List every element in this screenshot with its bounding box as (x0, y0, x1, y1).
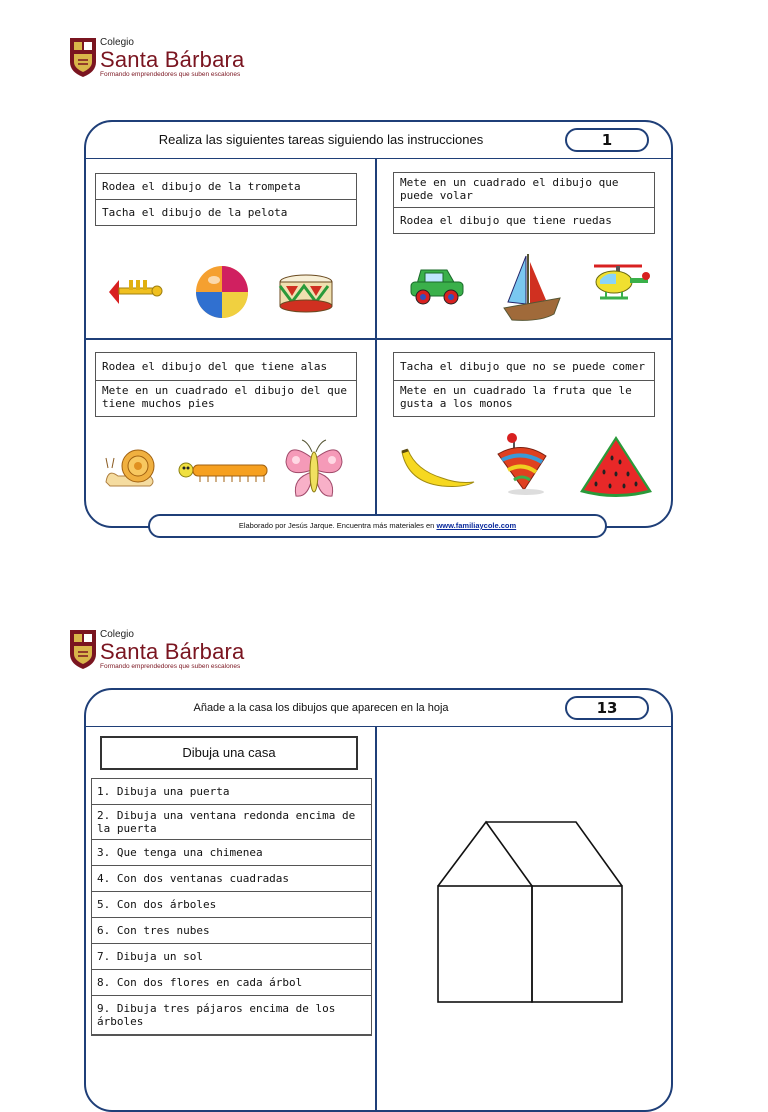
caterpillar-icon[interactable] (178, 458, 270, 484)
worksheet-title: Realiza las siguientes tareas siguiendo las instrucciones (158, 132, 484, 147)
instruction-line: Rodea el dibujo que tiene ruedas (400, 214, 612, 227)
instruction-line: Rodea el dibujo del que tiene alas (96, 353, 356, 381)
worksheet-1 (84, 120, 673, 528)
logo-tagline: Formando emprendedores que suben escalones (100, 663, 241, 670)
step-item: 5. Con dos árboles (92, 892, 371, 918)
instructions-box-2 (393, 172, 655, 234)
ball-icon[interactable] (192, 262, 252, 322)
instruction-line: Mete en un cuadrado el dibujo que puede volar (394, 173, 654, 208)
logo-line-1: Colegio (100, 629, 134, 640)
worksheet-footer (148, 514, 607, 538)
logo-tagline: Formando emprendedores que suben escalones (100, 71, 241, 78)
worksheet-number-badge: 1 (565, 128, 649, 152)
instruction-line: Tacha el dibujo de la pelota (102, 206, 288, 219)
helicopter-icon[interactable] (586, 260, 652, 308)
vertical-divider (375, 726, 377, 1110)
logo-line-1: Colegio (100, 37, 134, 48)
step-item: 6. Con tres nubes (92, 918, 371, 944)
step-item: 2. Dibuja una ventana redonda encima de la puerta (92, 805, 371, 840)
logo-school-name: Santa Bárbara (100, 639, 245, 664)
worksheet-title: Añade a la casa los dibujos que aparecen en la hoja (193, 702, 449, 714)
instruction-line: Tacha el dibujo que no se puede comer (394, 353, 654, 381)
step-item: 9. Dibuja tres pájaros encima de los árboles (92, 996, 371, 1035)
house-outline-drawing[interactable] (436, 820, 626, 1006)
step-item: 8. Con dos flores en cada árbol (92, 970, 371, 996)
worksheet-header (86, 122, 671, 159)
spinning-top-icon[interactable] (492, 432, 552, 496)
step-item: 4. Con dos ventanas cuadradas (92, 866, 371, 892)
worksheet-2 (84, 688, 673, 1112)
worksheet-header (86, 690, 671, 727)
vertical-divider (375, 158, 377, 514)
school-logo (68, 628, 244, 671)
instructions-box-3 (95, 352, 357, 417)
school-shield-icon (68, 36, 98, 78)
step-item: 3. Que tenga una chimenea (92, 840, 371, 866)
instruction-line: Mete en un cuadrado el dibujo del que tiene muchos pies (102, 384, 348, 410)
snail-icon[interactable] (100, 446, 160, 490)
toy-car-icon[interactable] (407, 262, 467, 306)
instruction-line: Rodea el dibujo de la trompeta (96, 174, 356, 200)
instructions-box-1 (95, 173, 357, 226)
school-shield-icon (68, 628, 98, 670)
footer-credit: Elaborado por Jesús Jarque. Encuentra más materiales en (238, 521, 435, 530)
watermelon-icon[interactable] (576, 432, 656, 498)
school-logo (68, 36, 244, 79)
instruction-line: Mete en un cuadrado la fruta que le gusta a los monos (400, 384, 632, 410)
worksheet-number-badge: 13 (565, 696, 649, 720)
steps-list (91, 778, 372, 1036)
trumpet-icon[interactable] (105, 270, 165, 310)
logo-school-name: Santa Bárbara (100, 47, 245, 72)
horizontal-divider (86, 338, 671, 340)
butterfly-icon[interactable] (282, 438, 346, 504)
drum-icon[interactable] (278, 272, 334, 314)
sailboat-icon[interactable] (500, 252, 564, 326)
footer-link[interactable]: www.familiaycole.com (436, 521, 517, 530)
instructions-box-4 (393, 352, 655, 417)
step-item: 7. Dibuja un sol (92, 944, 371, 970)
banana-icon[interactable] (398, 448, 478, 494)
step-item: 1. Dibuja una puerta (92, 779, 371, 805)
task-title: Dibuja una casa (100, 736, 358, 770)
